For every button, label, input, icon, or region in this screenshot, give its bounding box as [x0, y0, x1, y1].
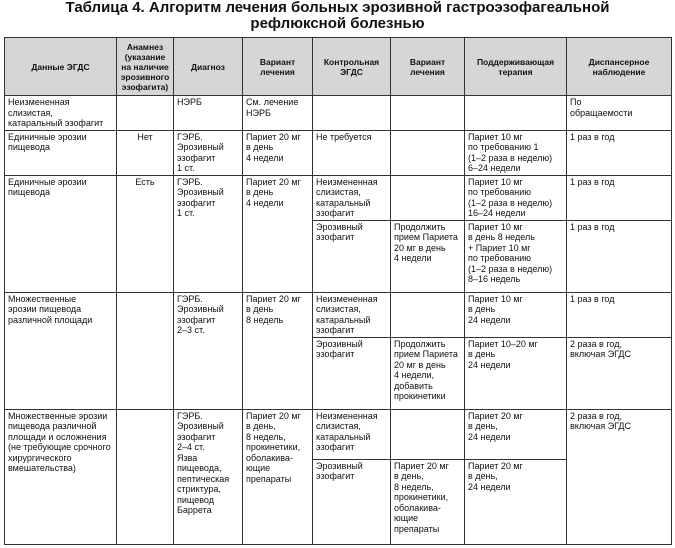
header-treatment: Вариант лечения [243, 38, 313, 96]
cell-anamnesis: Есть [117, 175, 174, 292]
cell-control-egds: Неизмененная слизистая, катаральный эзофагит [313, 409, 391, 459]
cell-control-egds: Не требуется [313, 130, 391, 175]
cell-maintenance: Париет 20 мг в день, 24 недели [465, 409, 567, 459]
header-diagnosis: Диагноз [174, 38, 243, 96]
title-line-2: рефлюксной болезнью [250, 15, 425, 32]
cell-treatment-2 [391, 96, 465, 131]
header-followup: Диспансерное наблюдение [567, 38, 672, 96]
cell-maintenance: Париет 10 мг в день 24 недели [465, 292, 567, 337]
cell-diagnosis: ГЭРБ. Эрозивный эзофагит 1 ст. [174, 130, 243, 175]
cell-control-egds [313, 96, 391, 131]
table-row [5, 130, 672, 175]
cell-control-egds: Эрозивный эзофагит [313, 337, 391, 409]
treatment-algorithm-table [4, 37, 672, 545]
cell-control-egds: Эрозивный эзофагит [313, 220, 391, 292]
table-row [5, 175, 672, 220]
cell-followup: 1 раз в год [567, 130, 672, 175]
table-row [5, 409, 672, 459]
cell-treatment-2 [391, 130, 465, 175]
cell-egds: Неизмененная слизистая, катаральный эзофагит [5, 96, 117, 131]
cell-anamnesis [117, 96, 174, 131]
cell-maintenance: Париет 10 мг по требованию (1–2 раза в неделю) 16–24 недели [465, 175, 567, 220]
header-anamnesis: Анамнез (указание на наличие эрозивного эзофагита) [117, 38, 174, 96]
cell-control-egds: Эрозивный эзофагит [313, 459, 391, 544]
cell-maintenance [465, 96, 567, 131]
cell-followup: 2 раза в год, включая ЭГДС [567, 337, 672, 409]
cell-diagnosis: НЭРБ [174, 96, 243, 131]
cell-treatment-2: Продолжить прием Париета 20 мг в день 4 недели [391, 220, 465, 292]
cell-egds: Множественные эрозии пищевода различной площади [5, 292, 117, 409]
table-title [0, 0, 675, 36]
header-egds: Данные ЭГДС [5, 38, 117, 96]
cell-control-egds: Неизмененная слизистая, катаральный эзофагит [313, 292, 391, 337]
cell-egds: Единичные эрозии пищевода [5, 130, 117, 175]
cell-anamnesis: Нет [117, 130, 174, 175]
cell-treatment: См. лечение НЭРБ [243, 96, 313, 131]
header-control-egds: Контрольная ЭГДС [313, 38, 391, 96]
cell-treatment-2 [391, 292, 465, 337]
title-line-1: Таблица 4. Алгоритм лечения больных эрозивной гастроэзофагеальной [65, 0, 610, 16]
cell-treatment-2 [391, 409, 465, 459]
cell-followup: 2 раза в год, включая ЭГДС [567, 409, 672, 544]
cell-followup: По обращаемости [567, 96, 672, 131]
cell-treatment: Париет 20 мг в день 4 недели [243, 130, 313, 175]
header-row [5, 38, 672, 96]
cell-treatment: Париет 20 мг в день 8 недель [243, 292, 313, 409]
cell-treatment-2: Париет 20 мг в день, 8 недель, прокинетики, оболакива- ющие препараты [391, 459, 465, 544]
cell-diagnosis: ГЭРБ. Эрозивный эзофагит 2–4 ст. Язва пищевода, пептическая стриктура, пищевод Баррета [174, 409, 243, 544]
cell-treatment-2 [391, 175, 465, 220]
cell-followup: 1 раз в год [567, 292, 672, 337]
cell-control-egds: Неизмененная слизистая, катаральный эзофагит [313, 175, 391, 220]
cell-diagnosis: ГЭРБ. Эрозивный эзофагит 2–3 ст. [174, 292, 243, 409]
cell-egds: Единичные эрозии пищевода [5, 175, 117, 292]
cell-treatment-2: Продолжить прием Париета 20 мг в день 4 недели, добавить прокинетики [391, 337, 465, 409]
table-row [5, 96, 672, 131]
cell-treatment: Париет 20 мг в день 4 недели [243, 175, 313, 292]
cell-maintenance: Париет 10 мг в день 8 недель + Париет 10 мг по требованию (1–2 раза в неделю) 8–16 недель [465, 220, 567, 292]
cell-treatment: Париет 20 мг в день, 8 недель, прокинетики, оболакива- ющие препараты [243, 409, 313, 544]
cell-maintenance: Париет 10–20 мг в день 24 недели [465, 337, 567, 409]
cell-followup: 1 раз в год [567, 175, 672, 220]
cell-maintenance: Париет 10 мг по требованию 1 (1–2 раза в неделю) 6–24 недели [465, 130, 567, 175]
header-treatment-2: Вариант лечения [391, 38, 465, 96]
cell-anamnesis [117, 409, 174, 544]
cell-egds: Множественные эрозии пищевода различной площади и осложнения (не требующие срочного хирургического вмешательства) [5, 409, 117, 544]
header-maintenance: Поддерживающая терапия [465, 38, 567, 96]
cell-followup: 1 раз в год [567, 220, 672, 292]
cell-diagnosis: ГЭРБ. Эрозивный эзофагит 1 ст. [174, 175, 243, 292]
table-row [5, 292, 672, 337]
cell-anamnesis [117, 292, 174, 409]
cell-maintenance: Париет 20 мг в день, 24 недели [465, 459, 567, 544]
